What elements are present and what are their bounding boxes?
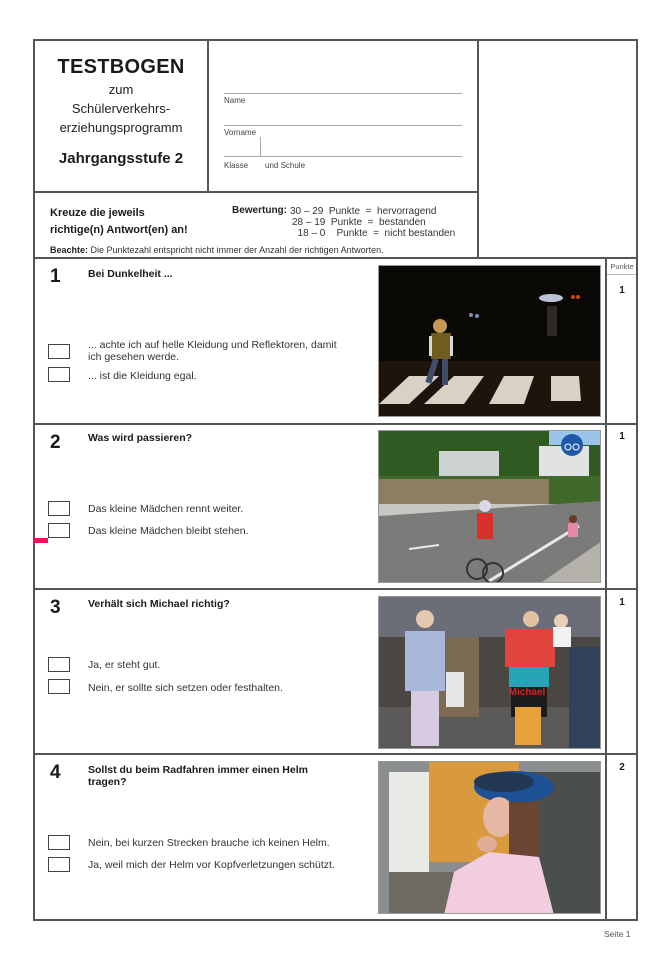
question-3-text: Verhält sich Michael richtig? (88, 598, 230, 610)
question-4-answer-2-checkbox[interactable] (48, 857, 70, 872)
question-2-answer-2: Das kleine Mädchen bleibt stehen. (88, 525, 249, 537)
question-2-answer-1: Das kleine Mädchen rennt weiter. (88, 503, 244, 515)
name-field-line[interactable] (224, 93, 462, 94)
question-4-number: 4 (50, 762, 61, 783)
question-4-text: Sollst du beim Radfahren immer einen Helm tragen? (88, 764, 308, 788)
vorname-field-line[interactable] (224, 125, 462, 126)
question-1-number: 1 (50, 266, 61, 287)
question-3-answer-1: Ja, er steht gut. (88, 659, 161, 671)
subtitle-line-1: zum (108, 82, 134, 97)
grade-level: Jahrgangsstufe 2 (58, 150, 184, 167)
question-1-answer-2: ... ist die Kleidung egal. (88, 370, 197, 382)
note-text: Die Punktezahl entspricht nicht immer der Anzahl der richtigen Antworten. (88, 245, 384, 255)
instruction-line-2: richtige(n) Antwort(en) an! (50, 224, 188, 236)
question-2-text: Was wird passieren? (88, 432, 193, 444)
question-2-answer-2-checkbox[interactable] (48, 523, 70, 538)
klasse-label: Klasse (224, 161, 249, 170)
rating-row-1: 30 – 29 Punkte = hervorragend (290, 206, 437, 217)
question-1-answer-1-checkbox[interactable] (48, 344, 70, 359)
rating-row-2: 28 – 19 Punkte = bestanden (292, 217, 426, 228)
question-4-points: 2 (619, 762, 625, 773)
rating-row-3: 18 – 0 Punkte = nicht bestanden (292, 228, 456, 239)
section-divider-instructions (33, 257, 638, 259)
michael-label: Michael (508, 687, 546, 698)
title-block (34, 40, 208, 192)
question-3-answer-2-checkbox[interactable] (48, 679, 70, 694)
instructions (50, 205, 188, 239)
points-column-header: Punkte (610, 262, 634, 271)
section-divider-q2 (33, 423, 638, 425)
question-1-answer-2-checkbox[interactable] (48, 367, 70, 382)
points-header-underline (607, 274, 636, 275)
question-2-number: 2 (50, 432, 61, 453)
subtitle-line-3: erziehungsprogramm (59, 120, 183, 135)
bus-children-photo (378, 596, 601, 749)
document-title: TESTBOGEN (57, 56, 185, 78)
question-1-answer-1: ... achte ich auf helle Kleidung und Reflektoren, damit ich gesehen werde. (88, 339, 337, 363)
question-3-answer-1-checkbox[interactable] (48, 657, 70, 672)
night-crosswalk-photo (378, 265, 601, 417)
outer-border-bottom (33, 919, 638, 921)
question-2-answer-1-checkbox[interactable] (48, 501, 70, 516)
name-label: Name (224, 96, 246, 105)
question-4-answer-1: Nein, bei kurzen Strecken brauche ich keinen Helm. (88, 837, 330, 849)
rating-label: Bewertung: (232, 205, 287, 216)
helmet-girl-photo (378, 761, 601, 914)
klasse-divider (260, 137, 261, 157)
question-3-number: 3 (50, 597, 61, 618)
points-column-divider (605, 257, 607, 921)
question-2-points: 1 (619, 431, 625, 442)
question-1-points: 1 (619, 285, 625, 296)
question-4-answer-2: Ja, weil mich der Helm vor Kopfverletzungen schützt. (88, 859, 335, 871)
section-divider-q3 (33, 588, 638, 590)
question-3-answer-2: Nein, er sollte sich setzen oder festhalten. (88, 682, 283, 694)
question-1-text: Bei Dunkelheit ... (88, 268, 173, 280)
page-number: Seite 1 (604, 929, 631, 939)
note (50, 245, 384, 255)
street-cyclist-photo (378, 430, 601, 583)
question-4-answer-1-checkbox[interactable] (48, 835, 70, 850)
vorname-label: Vorname (224, 128, 257, 137)
instruction-line-1: Kreuze die jeweils (50, 207, 145, 219)
klasse-schule-field-line[interactable] (224, 156, 462, 157)
header-divider-v2 (477, 39, 479, 258)
subtitle-line-2: Schülerverkehrs- (71, 101, 171, 116)
section-divider-q4 (33, 753, 638, 755)
margin-marker (33, 538, 48, 543)
outer-border-right (636, 39, 638, 921)
schule-label: und Schule (265, 161, 306, 170)
question-3-points: 1 (619, 597, 625, 608)
note-label: Beachte: (50, 245, 89, 255)
